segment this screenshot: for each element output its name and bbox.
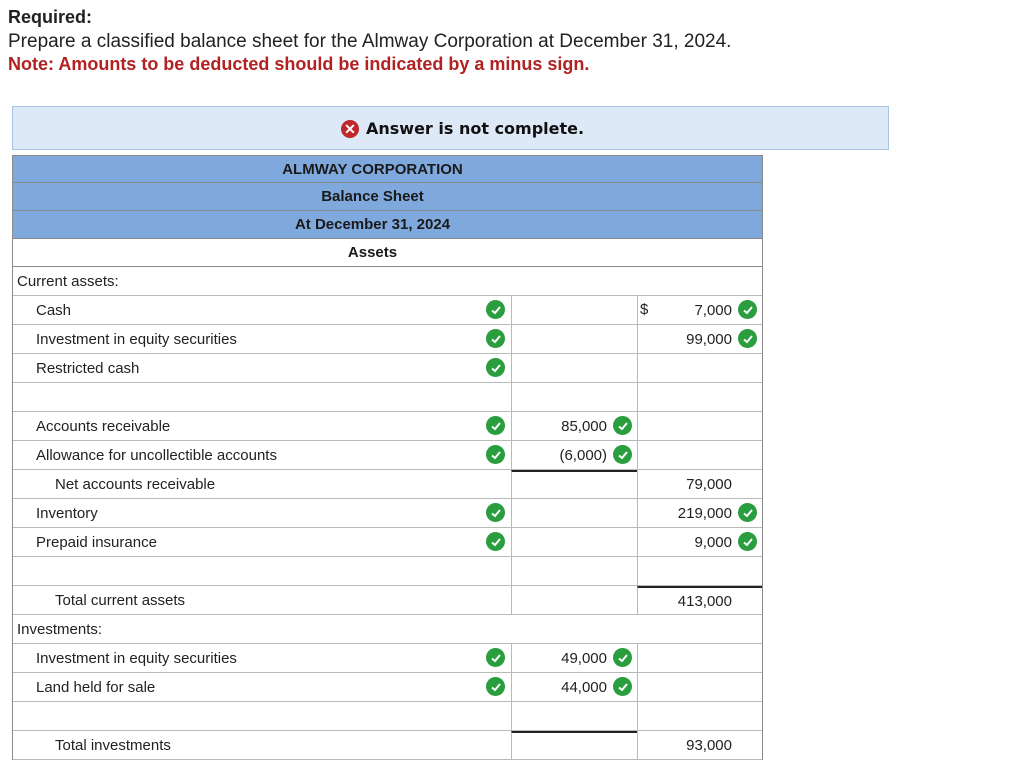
table-row [13, 412, 762, 441]
amount-input[interactable] [511, 731, 637, 759]
row-label: Current assets: [17, 272, 119, 290]
correct-check-icon [738, 329, 757, 348]
correct-check-icon [486, 416, 505, 435]
amount-input[interactable] [511, 557, 637, 585]
correct-check-icon [486, 532, 505, 551]
account-select-empty[interactable] [13, 383, 511, 411]
table-row [13, 731, 762, 760]
correct-check-icon [613, 648, 632, 667]
account-select-allowance[interactable]: Allowance for uncollectible accounts [13, 441, 511, 469]
amount-input[interactable]: 85,000 [511, 412, 637, 440]
account-select-prepaid[interactable]: Prepaid insurance [13, 528, 511, 556]
table-row [13, 383, 762, 412]
account-select-investment-equity[interactable]: Investment in equity securities [13, 325, 511, 353]
table-row [13, 441, 762, 470]
row-label: Total investments [55, 736, 171, 754]
total-input[interactable] [637, 644, 762, 672]
total-input[interactable]: 93,000 [637, 731, 762, 759]
total-input[interactable] [637, 702, 762, 730]
correct-check-icon [486, 445, 505, 464]
table-row [13, 499, 762, 528]
correct-check-icon [486, 677, 505, 696]
account-select-investment-equity-lt[interactable]: Investment in equity securities [13, 644, 511, 672]
table-row [13, 615, 762, 644]
total-input[interactable]: 9,000 [637, 528, 762, 556]
row-label: Net accounts receivable [55, 475, 216, 493]
account-select-restricted-cash[interactable]: Restricted cash [13, 354, 511, 382]
correct-check-icon [486, 648, 505, 667]
total-input[interactable] [637, 412, 762, 440]
statement-date: At December 31, 2024 [12, 211, 763, 239]
amount-input[interactable]: (6,000) [511, 441, 637, 469]
instruction-text: Prepare a classified balance sheet for the Almway Corporation at December 31, 2024. [8, 31, 732, 52]
correct-check-icon [486, 329, 505, 348]
amount-input[interactable] [511, 499, 637, 527]
row-label: Total current assets [55, 591, 186, 609]
amount-input[interactable] [511, 383, 637, 411]
amount-input[interactable] [511, 325, 637, 353]
correct-check-icon [486, 358, 505, 377]
account-select-accounts-receivable[interactable]: Accounts receivable [13, 412, 511, 440]
total-input[interactable] [637, 557, 762, 585]
total-input[interactable]: 413,000 [637, 586, 762, 614]
table-row [13, 644, 762, 673]
table-row [13, 267, 762, 296]
error-x-icon: ✕ [341, 120, 359, 138]
total-input[interactable]: 79,000 [637, 470, 762, 498]
company-name: ALMWAY CORPORATION [12, 155, 763, 183]
table-row [13, 354, 762, 383]
correct-check-icon [613, 445, 632, 464]
status-banner [12, 106, 889, 150]
currency-symbol: $ [640, 301, 649, 318]
total-input[interactable]: 99,000 [637, 325, 762, 353]
amount-input[interactable] [511, 296, 637, 324]
correct-check-icon [613, 677, 632, 696]
table-row [13, 528, 762, 557]
amount-input[interactable] [511, 586, 637, 614]
table-row [13, 557, 762, 586]
correct-check-icon [738, 503, 757, 522]
account-select-empty[interactable] [13, 557, 511, 585]
total-input[interactable] [637, 673, 762, 701]
amount-input[interactable] [511, 702, 637, 730]
row-label: Investments: [17, 620, 103, 638]
correct-check-icon [486, 503, 505, 522]
status-text: Answer is not complete. [366, 119, 585, 138]
amount-input[interactable] [511, 528, 637, 556]
table-row [13, 673, 762, 702]
amount-input[interactable] [511, 470, 637, 498]
balance-sheet-table [12, 155, 763, 760]
correct-check-icon [738, 532, 757, 551]
table-row [13, 325, 762, 354]
account-select-cash[interactable]: Cash [13, 296, 511, 324]
correct-check-icon [613, 416, 632, 435]
note-text: Note: Amounts to be deducted should be indicated by a minus sign. [8, 54, 590, 74]
total-input[interactable] [637, 383, 762, 411]
account-select-land[interactable]: Land held for sale [13, 673, 511, 701]
required-heading: Required: [8, 7, 93, 27]
total-input[interactable] [637, 441, 762, 469]
section-title: Assets [12, 239, 763, 267]
amount-input[interactable]: 49,000 [511, 644, 637, 672]
table-row [13, 702, 762, 731]
statement-title: Balance Sheet [12, 183, 763, 211]
amount-input[interactable]: 44,000 [511, 673, 637, 701]
correct-check-icon [486, 300, 505, 319]
account-select-inventory[interactable]: Inventory [13, 499, 511, 527]
total-input[interactable]: 219,000 [637, 499, 762, 527]
account-select-empty[interactable] [13, 702, 511, 730]
total-input[interactable]: $ 7,000 [637, 296, 762, 324]
total-input[interactable] [637, 354, 762, 382]
table-row [13, 470, 762, 499]
table-row [13, 296, 762, 325]
table-row [13, 586, 762, 615]
correct-check-icon [738, 300, 757, 319]
amount-input[interactable] [511, 354, 637, 382]
